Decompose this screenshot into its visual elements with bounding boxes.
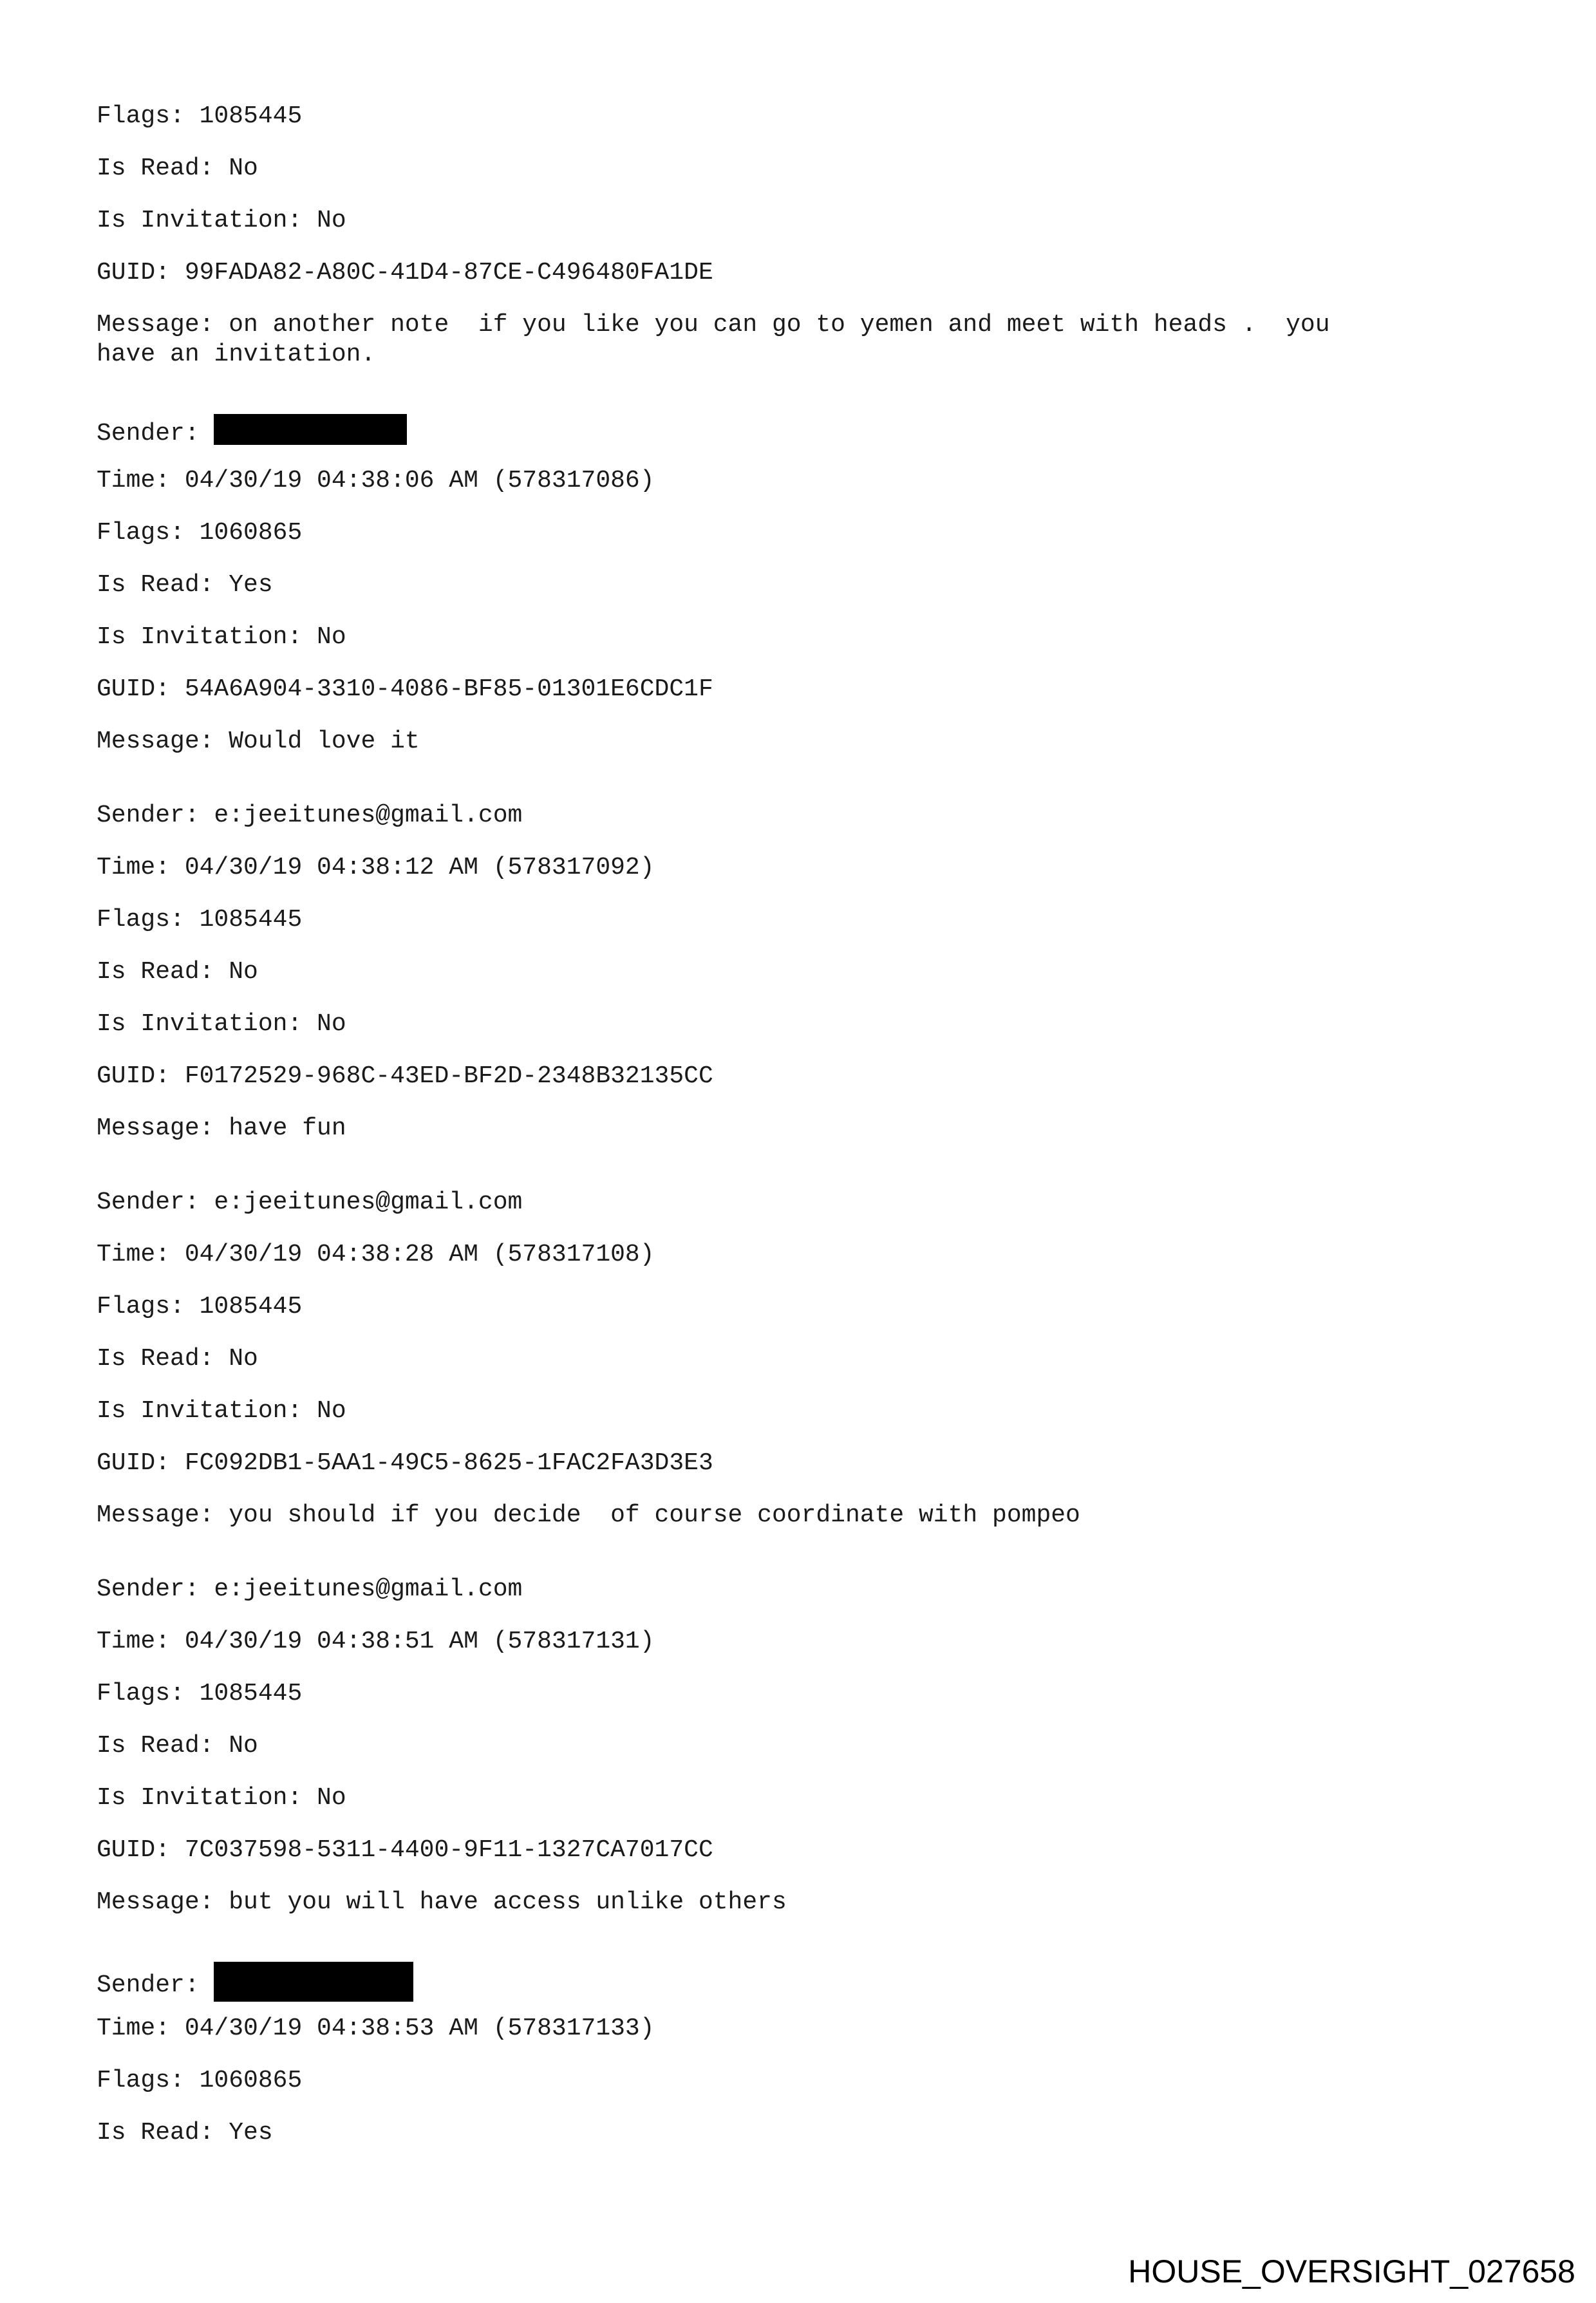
message-log (97, 102, 1500, 2170)
is-read-line: Is Read: No (97, 1732, 258, 1760)
is-invitation-line: Is Invitation: No (97, 207, 346, 234)
redaction-box (214, 414, 407, 445)
guid-line: GUID: 54A6A904-3310-4086-BF85-01301E6CDC1F (97, 675, 713, 703)
is-read-line: Is Read: No (97, 958, 258, 986)
is-invitation-line: Is Invitation: No (97, 1784, 346, 1812)
flags-line: Flags: 1060865 (97, 519, 303, 547)
message-line: Message: on another note if you like you can go to yemen and meet with heads . you have an invitation. (97, 311, 1330, 368)
message-record (97, 801, 1500, 1143)
flags-line: Flags: 1060865 (97, 2067, 303, 2094)
message-record (97, 1575, 1500, 1917)
guid-line: GUID: F0172529-968C-43ED-BF2D-2348B32135CC (97, 1062, 713, 1090)
sender-label: Sender: (97, 1971, 214, 1999)
message-record (97, 102, 1500, 370)
time-line: Time: 04/30/19 04:38:51 AM (578317131) (97, 1628, 655, 1655)
is-invitation-line: Is Invitation: No (97, 1397, 346, 1425)
message-line: Message: have fun (97, 1114, 346, 1142)
flags-line: Flags: 1085445 (97, 102, 303, 130)
bates-number: HOUSE_OVERSIGHT_027658 (1128, 2253, 1575, 2289)
sender-line: Sender: e:jeeitunes@gmail.com (97, 802, 523, 829)
redaction-box (214, 1962, 413, 2002)
flags-line: Flags: 1085445 (97, 906, 303, 934)
message-line: Message: but you will have access unlike others (97, 1888, 787, 1916)
sender-label: Sender: (97, 420, 214, 447)
guid-line: GUID: FC092DB1-5AA1-49C5-8625-1FAC2FA3D3E3 (97, 1449, 713, 1477)
message-record (97, 1188, 1500, 1530)
is-read-line: Is Read: No (97, 1345, 258, 1373)
sender-line (97, 414, 1500, 447)
flags-line: Flags: 1085445 (97, 1293, 303, 1321)
time-line: Time: 04/30/19 04:38:28 AM (578317108) (97, 1241, 655, 1268)
message-record (97, 414, 1500, 757)
time-line: Time: 04/30/19 04:38:53 AM (578317133) (97, 2015, 655, 2042)
time-line: Time: 04/30/19 04:38:06 AM (578317086) (97, 467, 655, 494)
sender-line (97, 1962, 1500, 1999)
sender-line: Sender: e:jeeitunes@gmail.com (97, 1575, 523, 1603)
guid-line: GUID: 7C037598-5311-4400-9F11-1327CA7017CC (97, 1836, 713, 1864)
is-read-line: Is Read: No (97, 155, 258, 182)
guid-line: GUID: 99FADA82-A80C-41D4-87CE-C496480FA1DE (97, 259, 713, 287)
is-invitation-line: Is Invitation: No (97, 623, 346, 651)
sender-line: Sender: e:jeeitunes@gmail.com (97, 1189, 523, 1216)
is-read-line: Is Read: Yes (97, 2119, 273, 2147)
flags-line: Flags: 1085445 (97, 1680, 303, 1707)
message-line: Message: Would love it (97, 728, 420, 755)
message-record (97, 1962, 1500, 2148)
is-read-line: Is Read: Yes (97, 571, 273, 599)
time-line: Time: 04/30/19 04:38:12 AM (578317092) (97, 854, 655, 881)
message-line: Message: you should if you decide of course coordinate with pompeo (97, 1501, 1080, 1529)
is-invitation-line: Is Invitation: No (97, 1010, 346, 1038)
